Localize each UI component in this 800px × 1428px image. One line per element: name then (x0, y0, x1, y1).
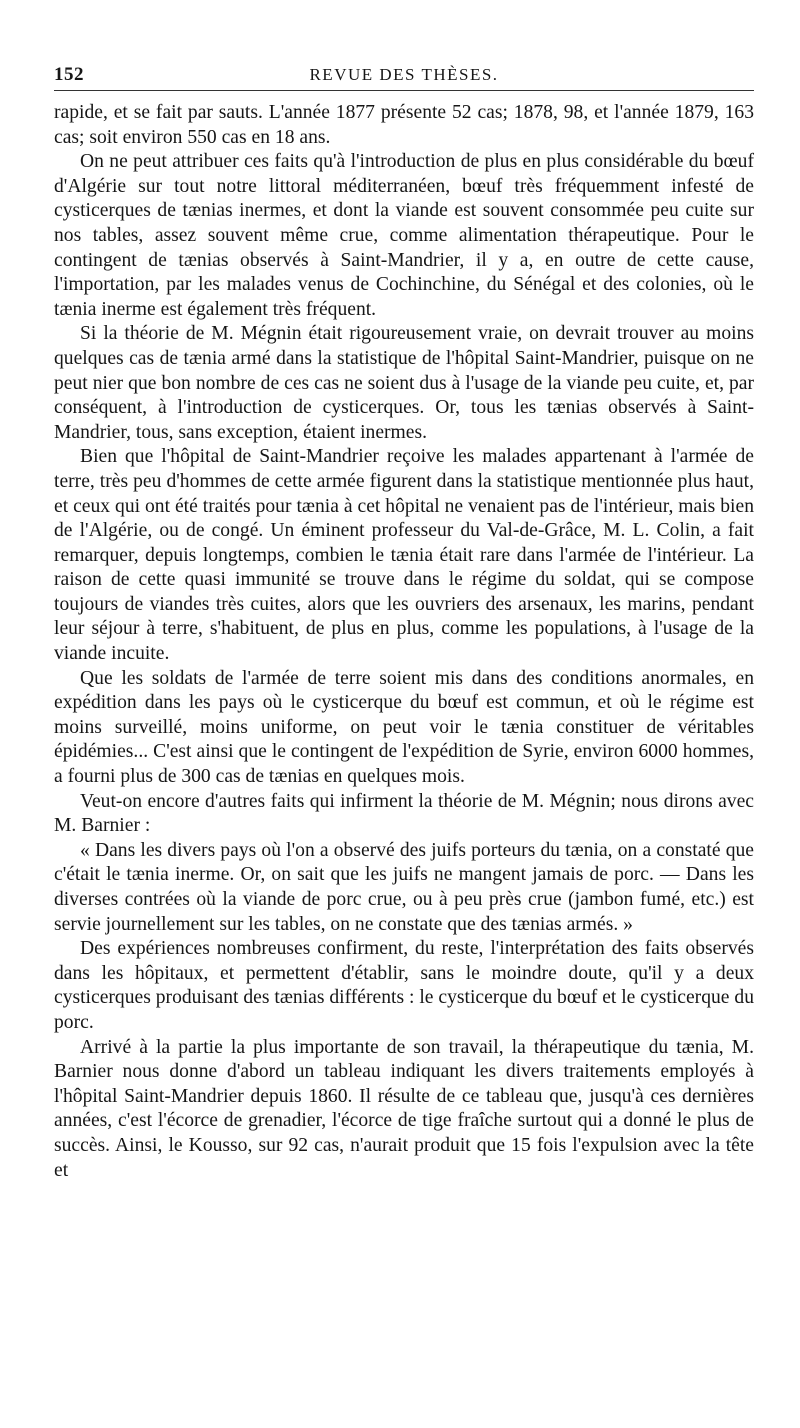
running-title: REVUE DES THÈSES. (309, 65, 499, 84)
paragraph-algerian-beef: On ne peut attribuer ces faits qu'à l'introduction de plus en plus considérable du bœuf d'Algérie sur tout notre littoral méditerranéen, bœuf très fréquemment infesté de cysticerques de tænias inermes, et dont la viande est souvent consommée peu cuite sur nos tables, assez souvent même crue, comme alimentation thérapeutique. Pour le contingent de tænias observés à Saint-Mandrier, il y a, en outre de cette cause, l'importation, par les malades venus de Cochinchine, du Sénégal et des colonies, où le tænia inerme est également très fréquent. (54, 151, 754, 320)
paragraph-therapeutics: Arrivé à la partie la plus importante de son travail, la thérapeutique du tænia, M. Barnier nous donne d'abord un tableau indiquant les divers traitements employés à l'hôpital Saint-Mandrier depuis 1860. Il résulte de ce tableau que, jusqu'à ces dernières années, c'est l'écorce de grenadier, l'écorce de tige fraîche surtout qui a donné le plus de succès. Ainsi, le Kousso, sur 92 cas, n'aurait produit que 15 fois l'expulsion avec la tête et (54, 1036, 754, 1181)
paragraph-continuation: rapide, et se fait par sauts. L'année 1877 présente 52 cas; 1878, 98, et l'année 1879, 163 cas; soit environ 550 cas en 18 ans. (54, 102, 754, 148)
paragraph-syria-expedition: Que les soldats de l'armée de terre soient mis dans des conditions anormales, en expédition dans les pays où le cysticerque du bœuf est commun, et où le régime est moins surveillé, moins uniforme, on peut voir le tænia constituer de véritables épidémies... C'est ainsi que le contingent de l'expédition de Syrie, environ 6000 hommes, a fourni plus de 300 cas de tænias en quelques mois. (54, 667, 754, 788)
journal-page (54, 64, 754, 1183)
page-number: 152 (54, 64, 84, 85)
paragraph-barnier-quote: « Dans les divers pays où l'on a observé des juifs porteurs du tænia, on a constaté que c'était le tænia inerme. Or, on sait que les juifs ne mangent jamais de porc. — Dans les diverses contrées où la viande de porc crue, ou à peu près crue (jambon fumé, etc.) est servie journellement sur les tables, on ne constate que des tænias armés. » (54, 839, 754, 935)
paragraph-experiments: Des expériences nombreuses confirment, du reste, l'interprétation des faits observés dans les hôpitaux, et permettent d'établir, sans le moindre doute, qu'il y a deux cysticerques produisant des tænias différents : le cysticerque du bœuf et le cysticerque du porc. (54, 938, 754, 1033)
article-body (54, 101, 754, 1183)
paragraph-barnier-intro: Veut-on encore d'autres faits qui infirment la théorie de M. Mégnin; nous dirons avec M. Barnier : (54, 790, 754, 837)
paragraph-megnin-theory: Si la théorie de M. Mégnin était rigoureusement vraie, on devrait trouver au moins quelques cas de tænia armé dans la statistique de l'hôpital Saint-Mandrier, puisque on ne peut nier que bon nombre de ces cas ne soient dus à l'usage de la viande peu cuite, et, par conséquent, à l'introduction de cysticerques. Or, tous les tænias observés à Saint-Mandrier, tous, sans exception, étaient inermes. (54, 323, 754, 443)
page-header (54, 64, 754, 91)
paragraph-army-statistics: Bien que l'hôpital de Saint-Mandrier reçoive les malades appartenant à l'armée de terre, très peu d'hommes de cette armée figurent dans la statistique mentionnée plus haut, et ceux qui ont été traités pour tænia à cet hôpital ne venaient pas de l'intérieur, mais bien de l'Algérie, ou de congé. Un éminent professeur du Val-de-Grâce, M. L. Colin, a fait remarquer, depuis longtemps, combien le tænia était rare dans l'armée de l'intérieur. La raison de cette quasi immunité se trouve dans le régime du soldat, qui se compose toujours de viandes très cuites, alors que les ouvriers des arsenaux, les marins, pendant leur séjour à terre, s'habituent, de plus en plus, comme les populations, à l'usage de la viande incuite. (54, 446, 754, 665)
